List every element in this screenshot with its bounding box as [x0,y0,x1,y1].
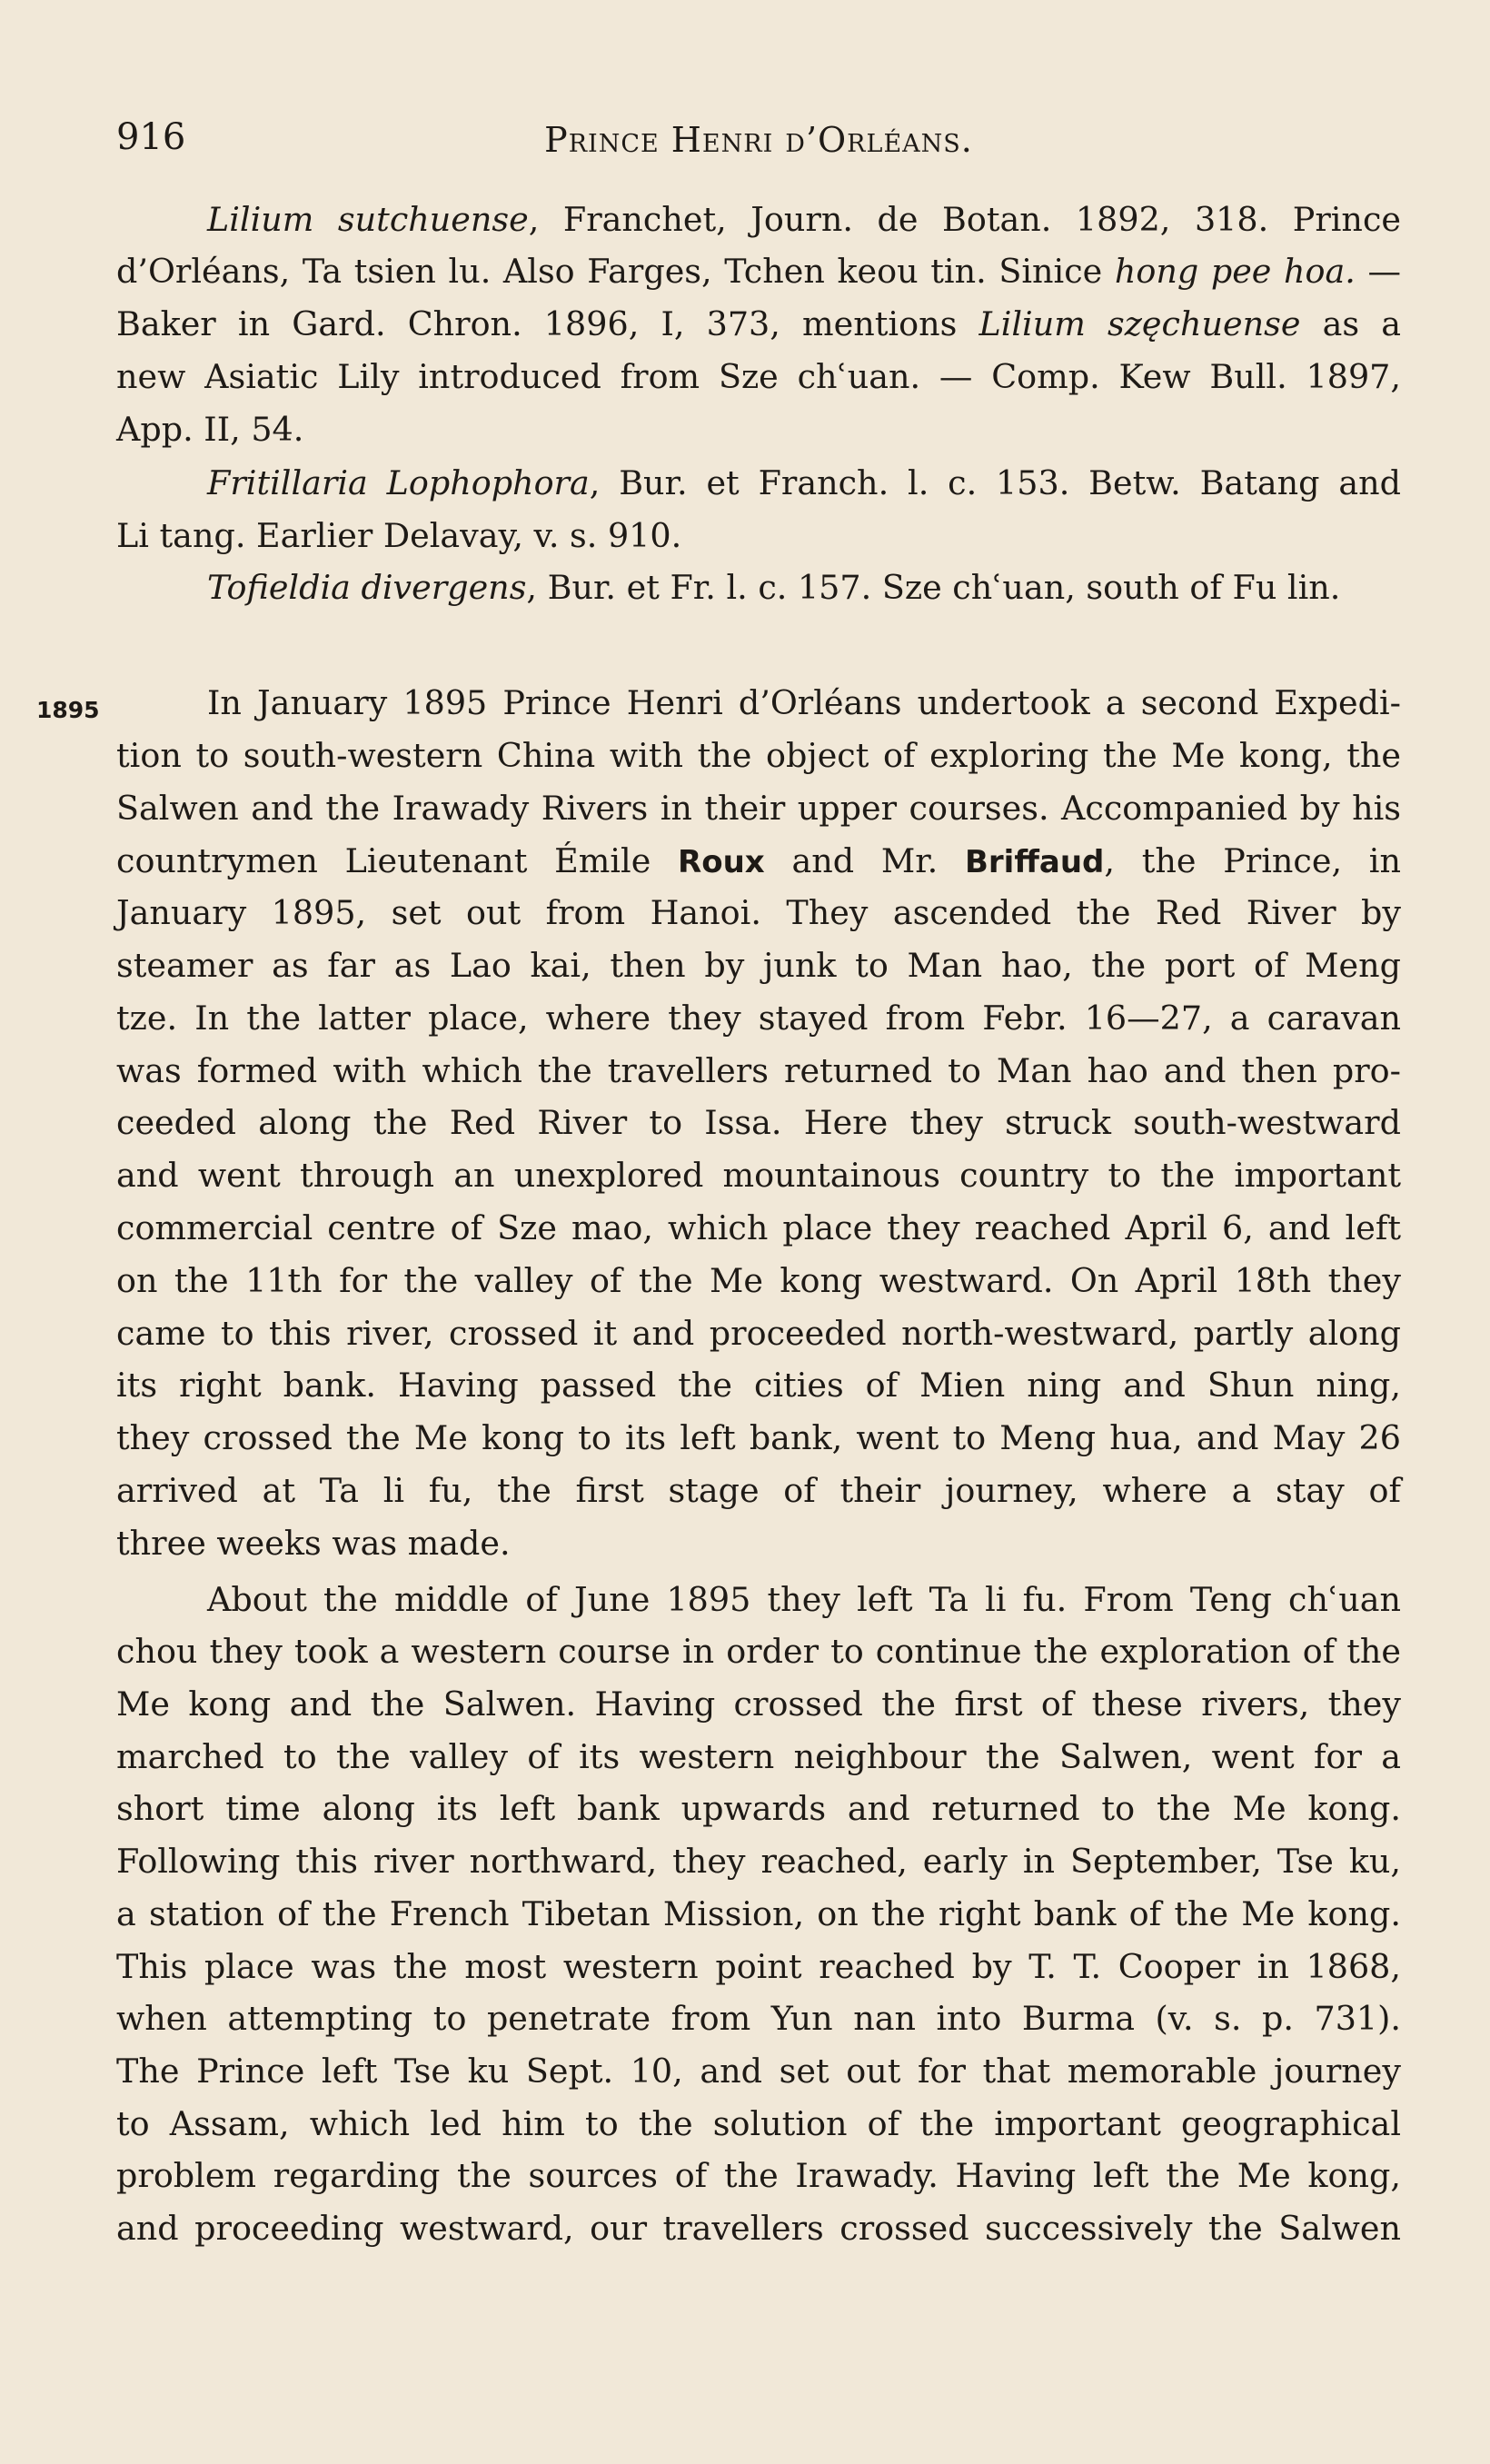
text-line: Tofieldia divergens, Bur. et Fr. l. c. 157. Sze chʿuan, south of Fu lin. [207,568,1341,607]
text-line: tion to south-western China with the object of exploring the Me kong, the [116,736,1401,775]
running-title: Prince Henri d’Orléans. [544,120,973,160]
text-line: Baker in Gard. Chron. 1896, I, 373, mentions Lilium szęchuense as a [116,304,1401,343]
text-line: Fritillaria Lophophora, Bur. et Franch. l. c. 153. Betw. Batang and [207,463,1402,502]
text-line: and went through an unexplored mountainous country to the important [116,1156,1401,1195]
page-number: 916 [116,116,186,158]
text-line: and proceeding westward, our travellers crossed successively the Salwen [116,2209,1401,2248]
text-line: commercial centre of Sze mao, which place they reached April 6, and left [116,1208,1401,1247]
text-line: Me kong and the Salwen. Having crossed the first of these rivers, they [116,1684,1401,1724]
text-line: App. II, 54. [116,410,304,449]
text-line: a station of the French Tibetan Mission, on the right bank of the Me kong. [116,1894,1401,1933]
text-line: ceeded along the Red River to Issa. Here they struck south-westward [116,1103,1401,1142]
text-line: new Asiatic Lily introduced from Sze chʿuan. — Comp. Kew Bull. 1897, [116,357,1401,396]
page-header [116,116,1401,171]
text-line: came to this river, crossed it and proceeded north-westward, partly along [116,1314,1401,1353]
text-line: was formed with which the travellers returned to Man hao and then pro- [116,1051,1401,1090]
text-line: short time along its left bank upwards and returned to the Me kong. [116,1789,1401,1828]
text-line: This place was the most western point reached by T. T. Cooper in 1868, [116,1947,1401,1986]
text-line: Following this river northward, they reached, early in September, Tse ku, [116,1842,1401,1881]
text-line: Lilium sutchuense, Franchet, Journ. de Botan. 1892, 318. Prince [207,200,1401,239]
text-line: when attempting to penetrate from Yun nan into Burma (v. s. p. 731). [116,1999,1401,2038]
text-line: they crossed the Me kong to its left bank, went to Meng hua, and May 26 [116,1418,1401,1457]
text-line: arrived at Ta li fu, the first stage of their journey, where a stay of [116,1471,1401,1510]
text-line: its right bank. Having passed the cities of Mien ning and Shun ning, [116,1366,1401,1405]
margin-year-note: 1895 [36,697,100,723]
text-line: Li tang. Earlier Delavay, v. s. 910. [116,516,682,555]
text-line: About the middle of June 1895 they left Ta li fu. From Teng chʿuan [207,1580,1401,1619]
text-line: marched to the valley of its western neighbour the Salwen, went for a [116,1737,1401,1776]
text-line: January 1895, set out from Hanoi. They ascended the Red River by [116,893,1401,932]
text-line: problem regarding the sources of the Irawady. Having left the Me kong, [116,2156,1401,2195]
text-line: d’Orléans, Ta tsien lu. Also Farges, Tchen keou tin. Sinice hong pee hoa. — [116,252,1401,291]
text-line: to Assam, which led him to the solution of the important geographical [116,2104,1401,2143]
text-line: tze. In the latter place, where they stayed from Febr. 16—27, a caravan [116,999,1401,1038]
text-line: Salwen and the Irawady Rivers in their upper courses. Accompanied by his [116,789,1401,828]
text-line: The Prince left Tse ku Sept. 10, and set out for that memorable journey [116,2052,1401,2091]
text-line: In January 1895 Prince Henri d’Orléans undertook a second Expedi- [207,683,1401,722]
text-line: chou they took a western course in order to continue the exploration of the [116,1632,1401,1671]
text-line: on the 11th for the valley of the Me kong westward. On April 18th they [116,1261,1401,1300]
text-line: countrymen Lieutenant Émile Roux and Mr. Briffaud, the Prince, in [116,841,1401,880]
text-line: three weeks was made. [116,1524,511,1563]
text-line: steamer as far as Lao kai, then by junk to Man hao, the port of Meng [116,946,1401,985]
